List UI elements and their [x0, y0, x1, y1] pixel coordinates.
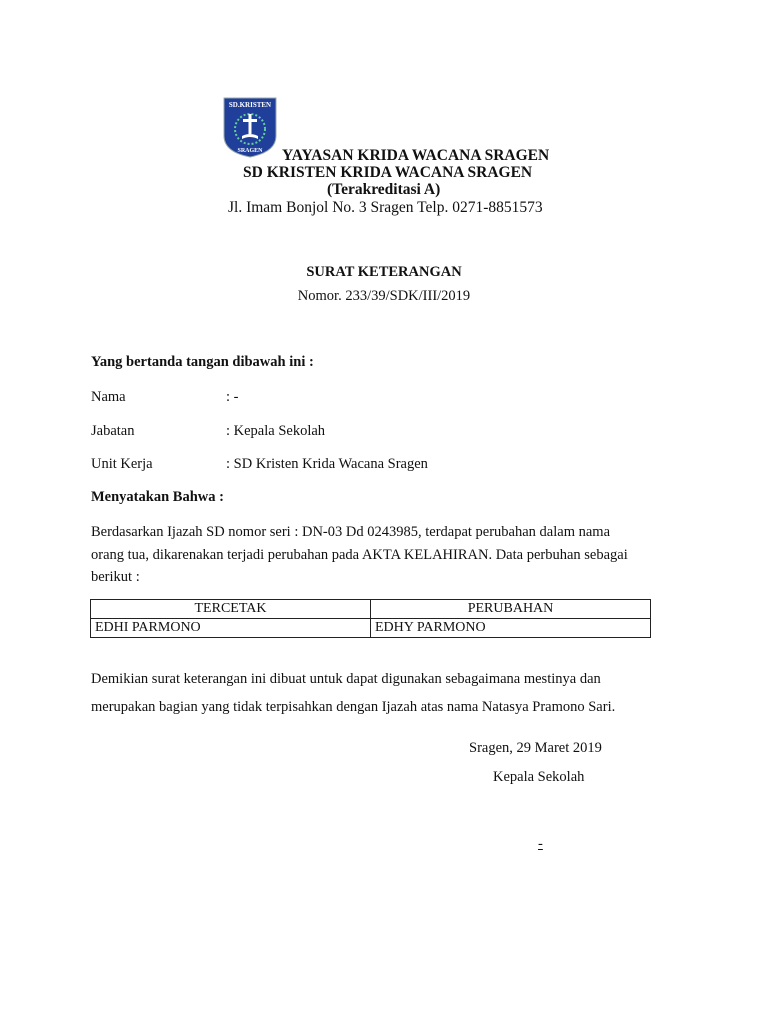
closing-line: merupakan bagian yang tidak terpisahkan dengan Ijazah atas nama Natasya Pramono Sari. [91, 699, 616, 715]
table-cell: EDHI PARMONO [91, 619, 371, 638]
table-header: TERCETAK [91, 600, 371, 619]
letter-number: Nomor. 233/39/SDK/III/2019 [297, 288, 471, 304]
statement-heading: Menyatakan Bahwa : [91, 489, 224, 505]
field-label-name: Nama [91, 389, 126, 405]
field-label-unit: Unit Kerja [91, 456, 153, 472]
field-value-position: : Kepala Sekolah [226, 423, 326, 439]
intro-text: Yang bertanda tangan dibawah ini : [91, 354, 314, 370]
signer-name: - [538, 836, 543, 852]
accreditation: (Terakreditasi A) [327, 181, 441, 198]
school-address: Jl. Imam Bonjol No. 3 Sragen Telp. 0271-8851573 [228, 199, 543, 216]
school-name: SD KRISTEN KRIDA WACANA SRAGEN [243, 164, 533, 181]
paragraph-line: berikut : [91, 569, 140, 585]
changes-table [90, 599, 651, 638]
svg-text:SD.KRISTEN: SD.KRISTEN [228, 101, 272, 109]
table-cell: EDHY PARMONO [371, 619, 651, 638]
table-header-row [91, 600, 651, 619]
paragraph-line: orang tua, dikarenakan terjadi perubahan pada AKTA KELAHIRAN. Data perbuhan sebagai [91, 547, 628, 563]
svg-text:SRAGEN: SRAGEN [237, 148, 263, 154]
table-header: PERUBAHAN [371, 600, 651, 619]
signer-title: Kepala Sekolah [493, 769, 585, 785]
letter-title: SURAT KETERANGAN [306, 264, 462, 280]
foundation-name: YAYASAN KRIDA WACANA SRAGEN [282, 147, 550, 164]
field-label-position: Jabatan [91, 423, 135, 439]
place-date: Sragen, 29 Maret 2019 [469, 740, 602, 756]
table-row [91, 619, 651, 638]
field-value-name: : - [226, 389, 239, 405]
closing-line: Demikian surat keterangan ini dibuat untuk dapat digunakan sebagaimana mestinya dan [91, 671, 601, 687]
paragraph-line: Berdasarkan Ijazah SD nomor seri : DN-03 Dd 0243985, terdapat perubahan dalam nama [91, 524, 611, 540]
school-logo [222, 96, 278, 158]
field-value-unit: : SD Kristen Krida Wacana Sragen [226, 456, 428, 472]
